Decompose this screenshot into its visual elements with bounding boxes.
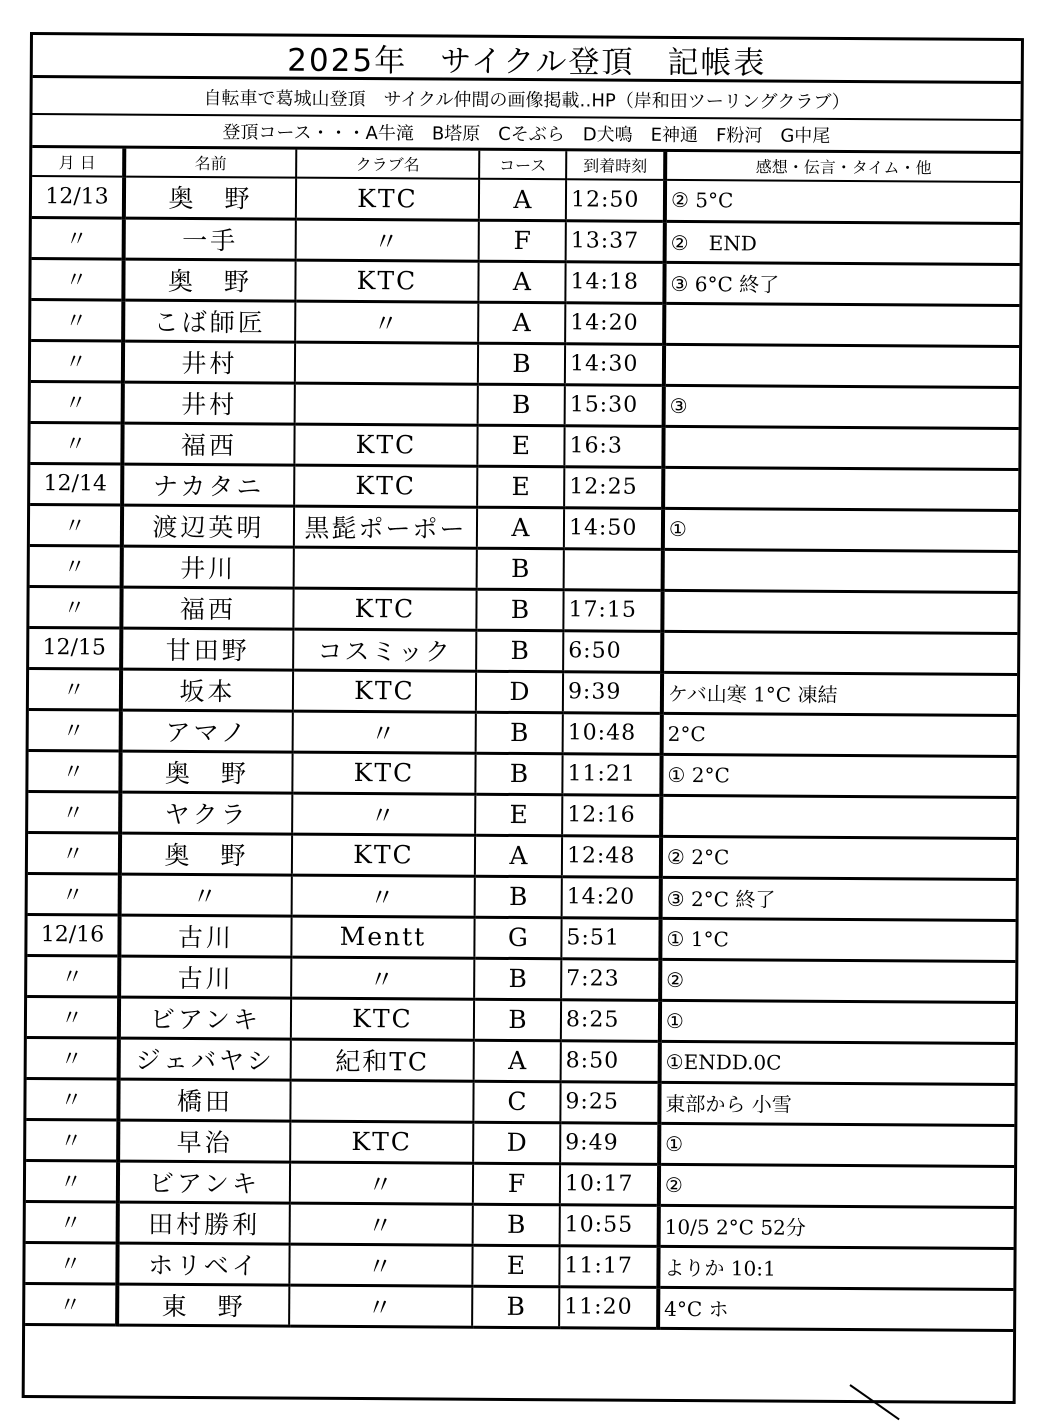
cell-club: 〃 — [292, 793, 475, 835]
cell-date: 〃 — [30, 545, 122, 587]
cell-time: 10:17 — [560, 1163, 659, 1205]
cell-club: 〃 — [292, 875, 475, 917]
cell-date: 12/13 — [32, 176, 124, 218]
cell-time: 16:3 — [564, 425, 663, 467]
cell-course: B — [477, 548, 564, 590]
cell-course: C — [473, 1081, 560, 1123]
cell-date: 12/15 — [29, 627, 121, 669]
cell-notes: ③ — [664, 385, 1019, 428]
cell-course: B — [478, 343, 565, 385]
cell-time: 6:50 — [563, 630, 662, 672]
cell-notes: ① 1°C — [660, 918, 1015, 961]
cell-club: 〃 — [290, 1203, 473, 1245]
cell-name: 東 野 — [117, 1284, 289, 1326]
cell-date: 〃 — [27, 996, 119, 1038]
cell-name: 奥 野 — [123, 259, 295, 301]
table-row — [32, 176, 1020, 223]
cell-name: 井村 — [123, 341, 295, 383]
cell-name: 一手 — [124, 218, 296, 260]
cell-club: KTC — [294, 465, 477, 507]
cell-course: B — [474, 958, 561, 1000]
cell-name: 福西 — [122, 423, 294, 465]
cell-club: KTC — [293, 588, 476, 630]
table-row — [27, 996, 1015, 1043]
cell-notes: ① — [660, 1000, 1015, 1043]
cell-time: 13:37 — [566, 220, 665, 262]
table-row — [29, 668, 1017, 715]
cell-date: 〃 — [26, 1160, 118, 1202]
cell-notes — [663, 549, 1018, 592]
cell-date: 〃 — [31, 258, 123, 300]
table-row — [28, 873, 1016, 920]
cell-notes — [664, 303, 1019, 346]
cell-name: 奥 野 — [120, 833, 292, 875]
log-table — [25, 148, 1020, 1332]
table-row — [29, 586, 1017, 633]
cell-course: A — [477, 507, 564, 549]
cell-notes: 4°C ホ — [658, 1287, 1013, 1330]
cell-name: アマノ — [121, 710, 293, 752]
table-row — [25, 1242, 1013, 1289]
cell-club: 紀和TC — [291, 1039, 474, 1081]
table-row — [31, 381, 1019, 428]
cell-club: 〃 — [289, 1285, 472, 1327]
cell-notes: ① — [659, 1123, 1014, 1166]
cell-course: F — [479, 220, 566, 262]
cell-course: E — [477, 425, 564, 467]
cell-date: 〃 — [29, 709, 121, 751]
cell-notes: ② 5°C — [665, 180, 1020, 223]
cell-club: 〃 — [291, 957, 474, 999]
cell-notes — [661, 795, 1016, 838]
cell-name: ジェバヤシ — [119, 1038, 291, 1080]
cell-time: 17:15 — [563, 589, 662, 631]
cell-club: KTC — [293, 670, 476, 712]
cell-time: 14:20 — [562, 876, 661, 918]
cell-name: 甘田野 — [121, 628, 293, 670]
cell-date: 〃 — [28, 750, 120, 792]
cell-course: B — [472, 1286, 559, 1328]
cell-notes: 10/5 2°C 52分 — [659, 1205, 1014, 1248]
col-header-time: 到着時刻 — [566, 151, 665, 180]
cell-notes: ② — [659, 1164, 1014, 1207]
cell-club: KTC — [292, 752, 475, 794]
cell-time: 11:17 — [559, 1245, 658, 1287]
log-rows — [25, 176, 1020, 1330]
cell-date: 〃 — [27, 955, 119, 997]
cell-notes: ② 2°C — [661, 836, 1016, 879]
col-header-name: 名前 — [124, 149, 296, 178]
cell-club: Mentt — [291, 916, 474, 958]
cell-club: 黒髭ポーポー — [294, 506, 477, 548]
cell-date: 〃 — [28, 791, 120, 833]
cell-notes: ① 2°C — [661, 754, 1016, 797]
cell-notes: ① — [663, 508, 1018, 551]
cell-course: A — [474, 1040, 561, 1082]
cell-time: 8:25 — [561, 999, 660, 1041]
cell-name: ホリベイ — [117, 1243, 289, 1285]
cell-course: B — [476, 589, 563, 631]
cell-club: 〃 — [293, 711, 476, 753]
table-row — [31, 258, 1019, 305]
cell-time: 12:48 — [562, 835, 661, 877]
cell-date: 〃 — [32, 217, 124, 259]
cell-name: ビアンキ — [118, 1161, 290, 1203]
cell-name: 古川 — [119, 915, 291, 957]
table-row — [28, 832, 1016, 879]
cell-notes — [662, 590, 1017, 633]
table-row — [30, 504, 1018, 551]
cell-date: 〃 — [27, 1037, 119, 1079]
cell-date: 〃 — [26, 1078, 118, 1120]
cell-date: 〃 — [30, 504, 122, 546]
cell-name: ビアンキ — [119, 997, 291, 1039]
cell-date: 12/14 — [30, 463, 122, 505]
cell-course: E — [472, 1245, 559, 1287]
cell-name: 奥 野 — [120, 751, 292, 793]
cell-time: 10:55 — [560, 1204, 659, 1246]
cell-date: 〃 — [29, 586, 121, 628]
page-title: 2025年 サイクル登頂 記帳表 — [33, 35, 1021, 84]
cell-club — [295, 383, 478, 425]
table-row — [31, 340, 1019, 387]
cell-name: ナカタニ — [122, 464, 294, 506]
cell-name: 井村 — [123, 382, 295, 424]
cell-name: 奥 野 — [124, 177, 296, 219]
cell-date: 〃 — [26, 1201, 118, 1243]
cell-time: 7:23 — [561, 958, 660, 1000]
table-row — [32, 217, 1020, 264]
cell-name: 坂本 — [121, 669, 293, 711]
cell-date: 〃 — [31, 381, 123, 423]
cell-date: 〃 — [28, 832, 120, 874]
cell-course: B — [473, 1204, 560, 1246]
col-header-course: コース — [479, 151, 566, 180]
table-row — [27, 955, 1015, 1002]
cell-course: D — [473, 1122, 560, 1164]
cell-time: 8:50 — [561, 1040, 660, 1082]
table-row — [26, 1078, 1014, 1125]
cell-club: KTC — [295, 260, 478, 302]
col-header-club: クラブ名 — [296, 150, 479, 179]
cell-course: E — [477, 466, 564, 508]
cell-club: 〃 — [296, 219, 479, 261]
cell-time — [564, 548, 663, 590]
cell-name: こば師匠 — [123, 300, 295, 342]
cell-club: 〃 — [289, 1244, 472, 1286]
cell-date: 〃 — [29, 668, 121, 710]
table-row — [29, 709, 1017, 756]
cell-notes: ② END — [665, 221, 1020, 264]
cell-notes: ③ 6°C 終了 — [664, 262, 1019, 305]
cell-course: B — [478, 384, 565, 426]
cell-time: 14:18 — [565, 261, 664, 303]
cell-name: 橋田 — [118, 1079, 290, 1121]
cell-notes — [664, 344, 1019, 387]
table-row — [30, 463, 1018, 510]
cell-course: E — [475, 794, 562, 836]
cell-notes: ② — [660, 959, 1015, 1002]
cell-date: 12/16 — [27, 914, 119, 956]
cell-notes: ③ 2°C 終了 — [661, 877, 1016, 920]
cell-time: 11:21 — [562, 753, 661, 795]
cell-time: 9:25 — [560, 1081, 659, 1123]
table-row — [30, 545, 1018, 592]
cell-club: KTC — [291, 998, 474, 1040]
cell-time: 12:25 — [564, 466, 663, 508]
cell-course: G — [474, 917, 561, 959]
cell-course: A — [475, 835, 562, 877]
cell-course: F — [473, 1163, 560, 1205]
cell-date: 〃 — [28, 873, 120, 915]
course-legend: 登頂コース・・・A牛滝 B塔原 Cそぶら D犬鳴 E神通 F粉河 G中尾 — [32, 115, 1020, 154]
cell-course: D — [476, 671, 563, 713]
table-row — [26, 1160, 1014, 1207]
cell-club — [290, 1080, 473, 1122]
subtitle: 自転車で葛城山登頂 サイクル仲間の画像掲載‥HP（岸和田ツーリングクラブ） — [32, 78, 1020, 121]
cell-time: 15:30 — [565, 384, 664, 426]
cell-time: 10:48 — [563, 712, 662, 754]
cell-date: 〃 — [31, 340, 123, 382]
log-sheet — [22, 32, 1024, 1404]
cell-club: KTC — [294, 424, 477, 466]
col-header-notes: 感想・伝言・タイム・他 — [665, 152, 1020, 182]
cell-time: 12:50 — [566, 179, 665, 221]
cell-date: 〃 — [31, 299, 123, 341]
cell-time: 12:16 — [562, 794, 661, 836]
cell-notes: 2°C — [662, 713, 1017, 756]
cell-name: 〃 — [120, 874, 292, 916]
table-row — [26, 1119, 1014, 1166]
table-row — [29, 627, 1017, 674]
cell-name: 古川 — [119, 956, 291, 998]
cell-club: コスミック — [293, 629, 476, 671]
cell-name: 渡辺英明 — [122, 505, 294, 547]
cell-club — [295, 342, 478, 384]
cell-notes: 東部から 小雪 — [659, 1082, 1014, 1125]
cell-notes — [663, 426, 1018, 469]
cell-date: 〃 — [25, 1283, 117, 1325]
cell-time: 14:20 — [565, 302, 664, 344]
cell-course: B — [475, 876, 562, 918]
cell-time: 14:50 — [564, 507, 663, 549]
table-row — [30, 422, 1018, 469]
cell-notes — [662, 631, 1017, 674]
cell-club: KTC — [296, 178, 479, 220]
table-row — [25, 1283, 1013, 1330]
cell-course: B — [474, 999, 561, 1041]
cell-club — [294, 547, 477, 589]
cell-club: 〃 — [295, 301, 478, 343]
cell-club: KTC — [292, 834, 475, 876]
cell-course: B — [476, 712, 563, 754]
cell-notes: よりか 10:1 — [658, 1246, 1013, 1289]
cell-notes: ケバ山寒 1°C 凍結 — [662, 672, 1017, 715]
cell-time: 11:20 — [559, 1286, 658, 1328]
cell-club: 〃 — [290, 1162, 473, 1204]
cell-time: 14:30 — [565, 343, 664, 385]
cell-time: 9:39 — [563, 671, 662, 713]
cell-notes — [663, 467, 1018, 510]
cell-date: 〃 — [26, 1119, 118, 1161]
col-header-date: 月 日 — [32, 148, 124, 177]
cell-name: 井川 — [122, 546, 294, 588]
cell-date: 〃 — [25, 1242, 117, 1284]
table-row — [28, 791, 1016, 838]
cell-notes: ①ENDD.0C — [660, 1041, 1015, 1084]
table-row — [31, 299, 1019, 346]
table-row — [27, 1037, 1015, 1084]
cell-course: A — [478, 261, 565, 303]
cell-name: 福西 — [121, 587, 293, 629]
cell-name: 田村勝利 — [118, 1202, 290, 1244]
table-row — [28, 750, 1016, 797]
cell-course: B — [475, 753, 562, 795]
cell-club: KTC — [290, 1121, 473, 1163]
cell-course: A — [478, 302, 565, 344]
cell-name: 早治 — [118, 1120, 290, 1162]
cell-course: A — [479, 179, 566, 221]
cell-time: 5:51 — [561, 917, 660, 959]
cell-name: ヤクラ — [120, 792, 292, 834]
table-row — [27, 914, 1015, 961]
cell-time: 9:49 — [560, 1122, 659, 1164]
cell-course: B — [476, 630, 563, 672]
cell-date: 〃 — [30, 422, 122, 464]
table-row — [26, 1201, 1014, 1248]
